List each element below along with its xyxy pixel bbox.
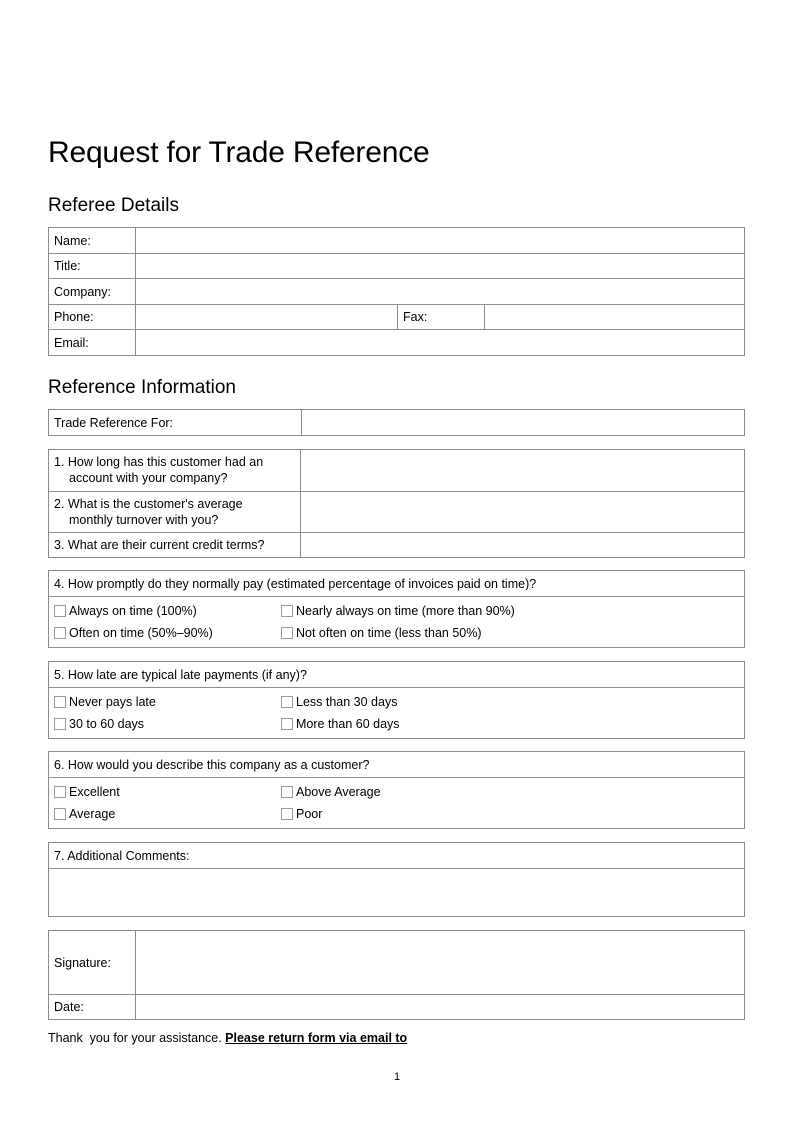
q5-option-never[interactable] (54, 694, 281, 710)
option-label: Excellent (69, 785, 120, 799)
q3-row (49, 533, 744, 557)
option-label: 30 to 60 days (69, 717, 145, 731)
q4-option-often[interactable] (54, 625, 281, 641)
option-label: Nearly always on time (more than 90%) (296, 604, 515, 618)
q1-label (49, 450, 301, 491)
company-field[interactable] (136, 279, 744, 304)
checkbox-icon[interactable] (54, 718, 66, 730)
checkbox-icon[interactable] (281, 808, 293, 820)
referee-details-table (48, 227, 745, 356)
q1-line2: account with your company? (69, 471, 228, 485)
q5-option-30-60[interactable] (54, 716, 281, 732)
checkbox-icon[interactable] (281, 605, 293, 617)
checkbox-icon[interactable] (281, 627, 293, 639)
q7-question: 7. Additional Comments: (54, 848, 190, 863)
q6-box (48, 751, 745, 829)
option-label: Often on time (50%–90%) (69, 626, 213, 640)
checkbox-icon[interactable] (54, 627, 66, 639)
q4-question-row (49, 571, 744, 597)
q5-question-row (49, 662, 744, 688)
q6-option-average[interactable] (54, 806, 281, 822)
signature-field[interactable] (136, 931, 744, 994)
phone-label: Phone: (49, 305, 136, 329)
q1-answer-field[interactable] (301, 450, 744, 491)
option-label: Poor (296, 807, 323, 821)
page-title: Request for Trade Reference (48, 136, 430, 169)
q4-option-not-often[interactable] (281, 625, 744, 641)
company-row (49, 279, 744, 305)
q1-line1: 1. How long has this customer had an (54, 455, 264, 469)
q4-box (48, 570, 745, 648)
q3-answer-field[interactable] (301, 533, 744, 557)
q5-option-more-60[interactable] (281, 716, 744, 732)
fax-field[interactable] (485, 305, 744, 329)
q4-option-always[interactable] (54, 603, 281, 619)
date-row (49, 995, 744, 1019)
title-row (49, 254, 744, 279)
option-label: Not often on time (less than 50%) (296, 626, 482, 640)
q5-option-less-30[interactable] (281, 694, 744, 710)
title-field[interactable] (136, 254, 744, 278)
checkbox-icon[interactable] (54, 696, 66, 708)
q6-options (49, 778, 744, 828)
q2-label (49, 492, 301, 532)
date-label: Date: (49, 995, 136, 1019)
checkbox-icon[interactable] (54, 605, 66, 617)
trade-reference-field[interactable] (302, 410, 744, 435)
q5-question: 5. How late are typical late payments (if any)? (54, 667, 307, 682)
trade-reference-table (48, 409, 745, 436)
q4-question: 4. How promptly do they normally pay (estimated percentage of invoices paid on time)? (54, 576, 537, 591)
option-label: Above Average (296, 785, 381, 799)
q6-option-above-average[interactable] (281, 784, 744, 800)
phone-fax-row (49, 305, 744, 330)
name-field[interactable] (136, 228, 744, 253)
name-row (49, 228, 744, 254)
footer-text (48, 1031, 407, 1045)
q5-box (48, 661, 745, 739)
q4-options (49, 597, 744, 647)
email-row (49, 330, 744, 355)
email-field[interactable] (136, 330, 744, 355)
q7-question-row (49, 843, 744, 869)
q4-option-nearly-always[interactable] (281, 603, 744, 619)
page-number: 1 (393, 1071, 401, 1083)
name-label: Name: (49, 228, 136, 253)
option-label: Never pays late (69, 695, 156, 709)
q2-line1: 2. What is the customer's average (54, 497, 243, 511)
reference-information-heading: Reference Information (48, 377, 236, 398)
questions-1-3-table (48, 449, 745, 558)
additional-comments-field[interactable] (49, 869, 744, 916)
referee-details-heading: Referee Details (48, 195, 179, 216)
return-note: Please return form via email to (225, 1031, 408, 1045)
title-label: Title: (49, 254, 136, 278)
q3-label: 3. What are their current credit terms? (49, 533, 301, 557)
q1-row (49, 450, 744, 492)
checkbox-icon[interactable] (281, 696, 293, 708)
q2-line2: monthly turnover with you? (69, 513, 219, 527)
thanks-text: Thank you for your assistance. (48, 1031, 226, 1045)
checkbox-icon[interactable] (54, 808, 66, 820)
option-label: More than 60 days (296, 717, 400, 731)
phone-field[interactable] (136, 305, 398, 329)
signature-label: Signature: (49, 931, 136, 994)
signature-table (48, 930, 745, 1020)
option-label: Less than 30 days (296, 695, 398, 709)
trade-reference-row (49, 410, 744, 435)
q7-box (48, 842, 745, 917)
trade-reference-label: Trade Reference For: (49, 410, 302, 435)
checkbox-icon[interactable] (281, 786, 293, 798)
q2-row (49, 492, 744, 533)
fax-label: Fax: (398, 305, 485, 329)
q2-answer-field[interactable] (301, 492, 744, 532)
q6-question: 6. How would you describe this company as a customer? (54, 757, 370, 772)
checkbox-icon[interactable] (281, 718, 293, 730)
q6-option-excellent[interactable] (54, 784, 281, 800)
option-label: Average (69, 807, 116, 821)
company-label: Company: (49, 279, 136, 304)
option-label: Always on time (100%) (69, 604, 197, 618)
q6-option-poor[interactable] (281, 806, 744, 822)
checkbox-icon[interactable] (54, 786, 66, 798)
q6-question-row (49, 752, 744, 778)
signature-row (49, 931, 744, 995)
date-field[interactable] (136, 995, 744, 1019)
q5-options (49, 688, 744, 738)
email-label: Email: (49, 330, 136, 355)
